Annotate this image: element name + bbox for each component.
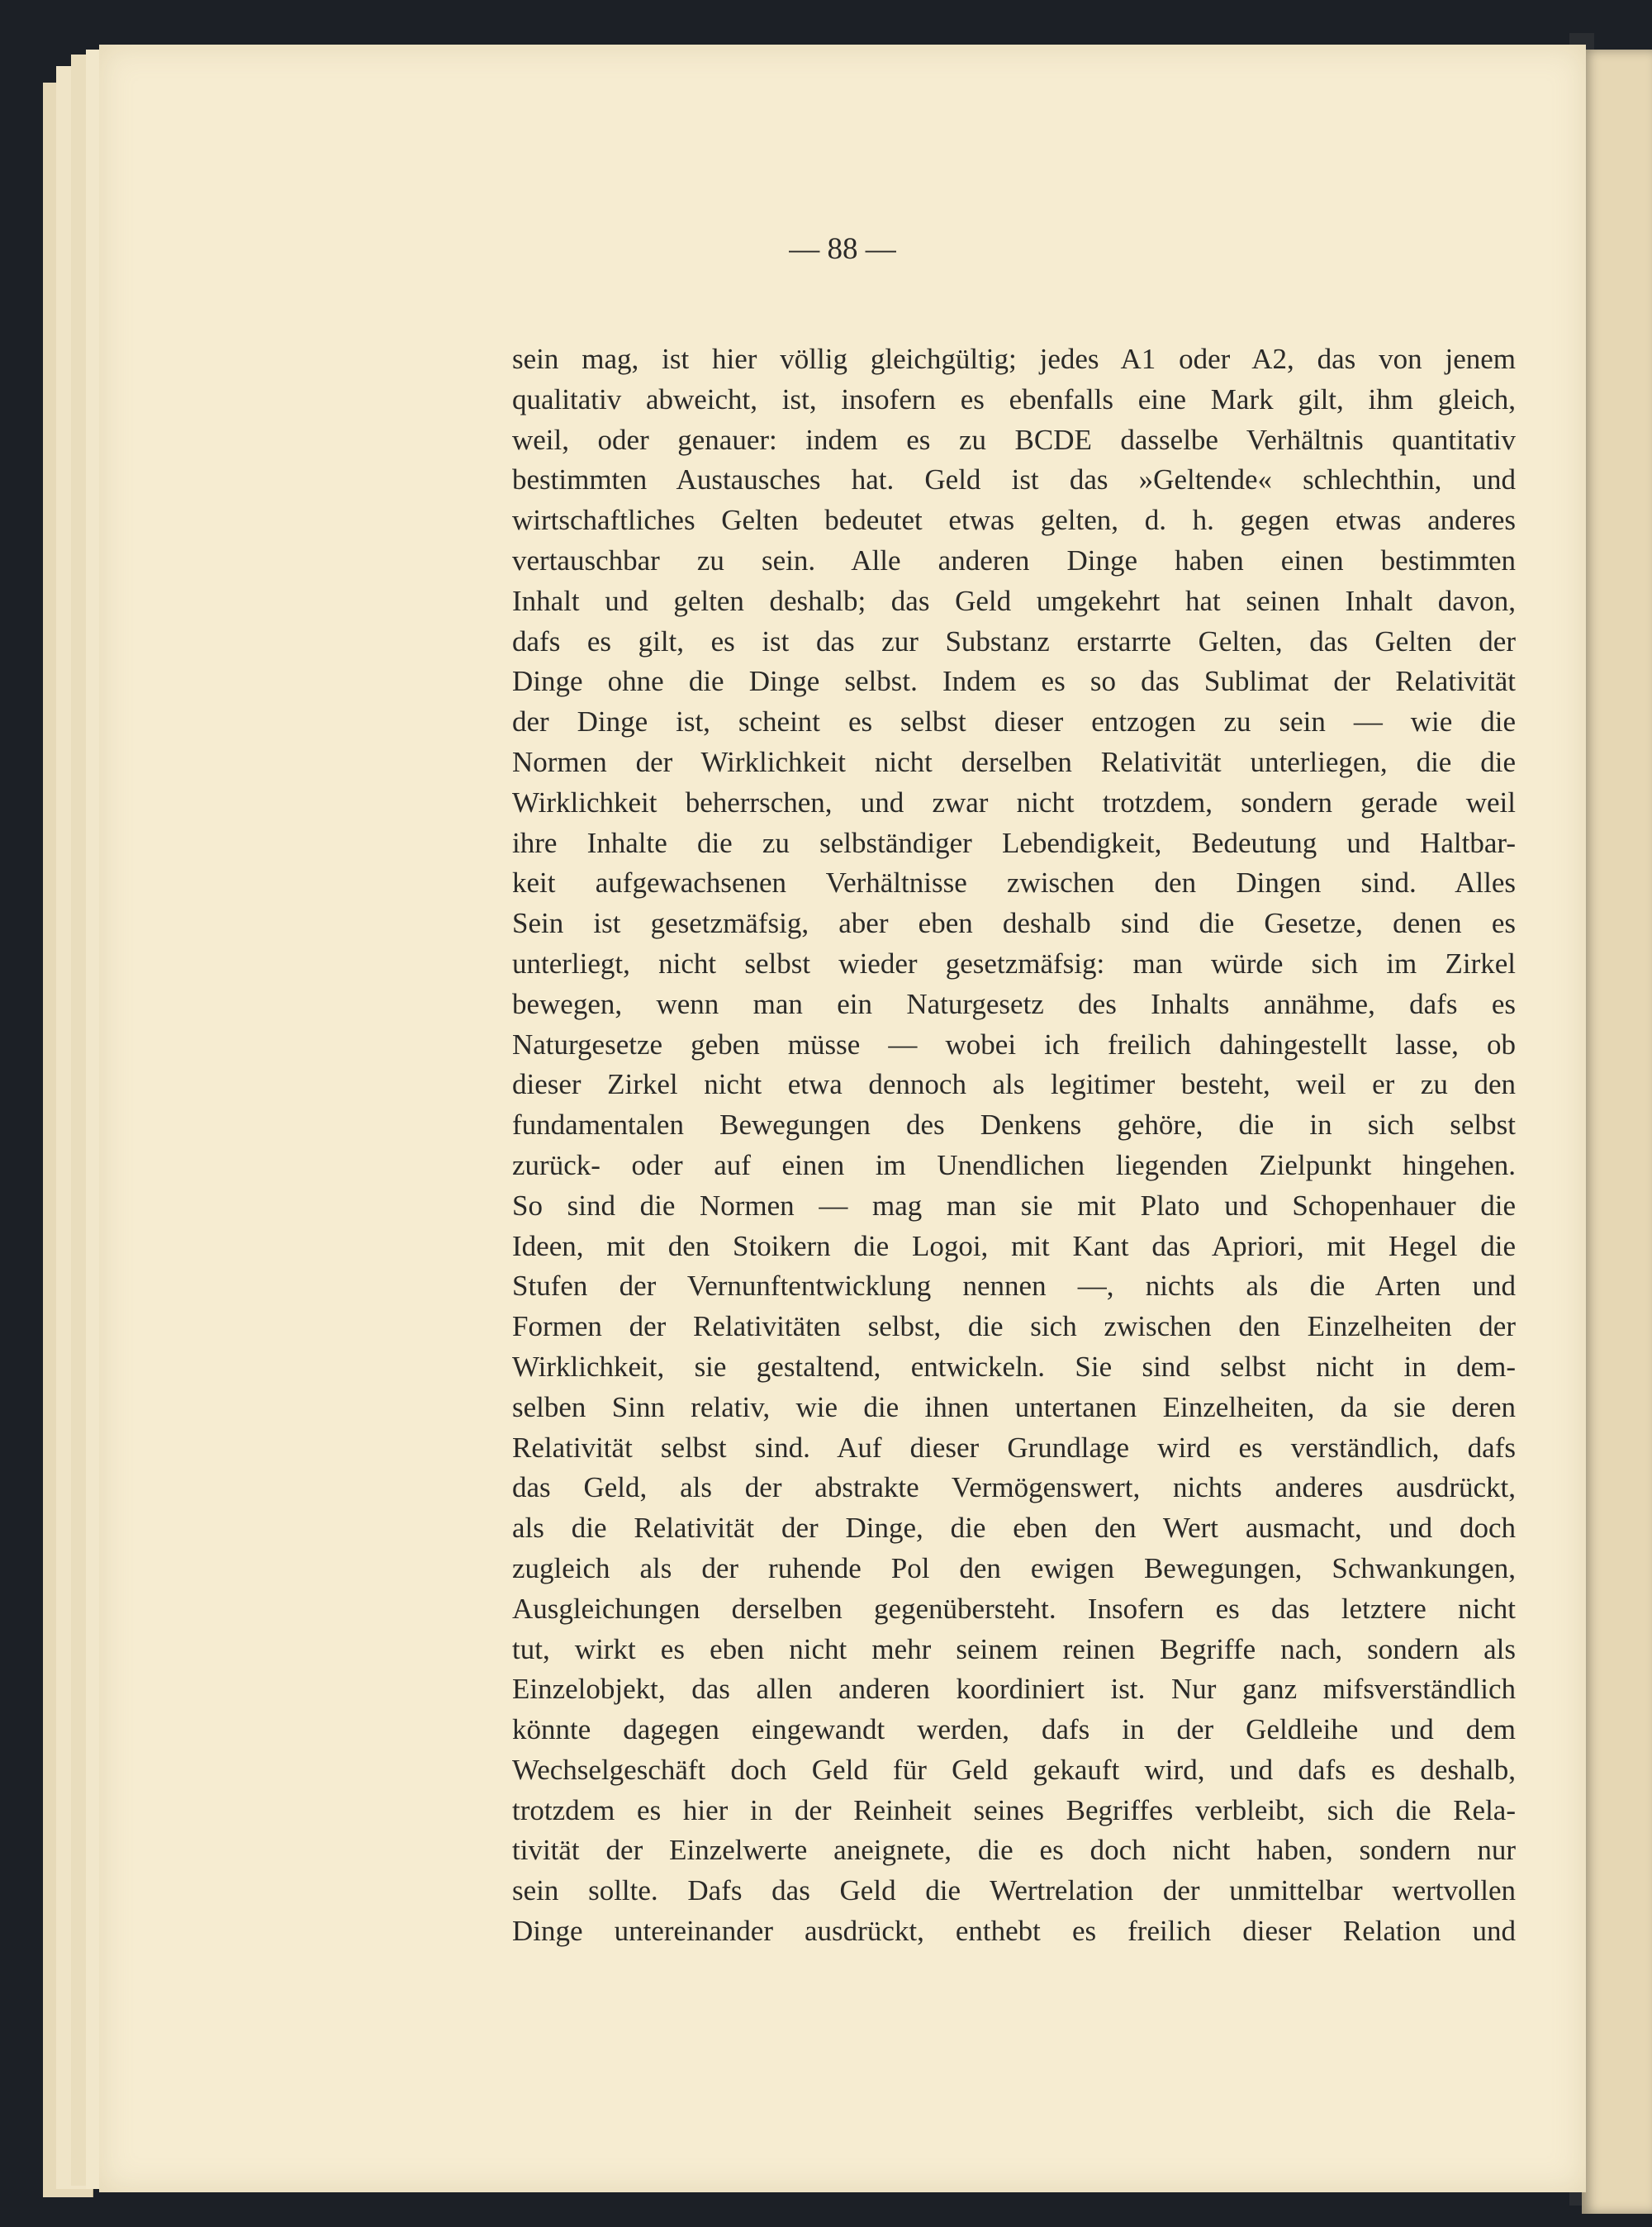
text-line: weil, oder genauer: indem es zu BCDE dasselbe Verhältnis quantitativ: [512, 423, 1516, 456]
text-line: Wechselgeschäft doch Geld für Geld gekauft wird, und dafs es deshalb,: [512, 1753, 1516, 1786]
text-line: sein mag, ist hier völlig gleichgültig; jedes A1 oder A2, das von jenem: [512, 343, 1516, 375]
text-line: dieser Zirkel nicht etwa dennoch als legitimer besteht, weil er zu den: [512, 1068, 1516, 1101]
text-line: Wirklichkeit beherrschen, und zwar nicht trotzdem, sondern gerade weil: [512, 786, 1516, 819]
text-line: Dinge untereinander ausdrückt, enthebt es freilich dieser Relation und: [512, 1915, 1516, 1948]
text-line: Wirklichkeit, sie gestaltend, entwickeln. Sie sind selbst nicht in dem-: [512, 1350, 1516, 1383]
page-sheet: [99, 45, 1586, 2192]
text-line: Formen der Relativitäten selbst, die sich zwischen den Einzelheiten der: [512, 1310, 1516, 1343]
text-line: könnte dagegen eingewandt werden, dafs in der Geldleihe und dem: [512, 1713, 1516, 1746]
text-line: als die Relativität der Dinge, die eben den Wert ausmacht, und doch: [512, 1512, 1516, 1545]
text-line: bestimmten Austausches hat. Geld ist das »Geltende« schlechthin, und: [512, 463, 1516, 496]
text-line: Ideen, mit den Stoikern die Logoi, mit Kant das Apriori, mit Hegel die: [512, 1229, 1516, 1262]
text-line: tut, wirkt es eben nicht mehr seinem reinen Begriffe nach, sondern als: [512, 1632, 1516, 1665]
text-line: sein sollte. Dafs das Geld die Wertrelation der unmittelbar wertvollen: [512, 1874, 1516, 1907]
text-line: Relativität selbst sind. Auf dieser Grundlage wird es verständlich, dafs: [512, 1431, 1516, 1464]
text-line: qualitativ abweicht, ist, insofern es ebenfalls eine Mark gilt, ihm gleich,: [512, 382, 1516, 415]
next-page-edge: [1582, 50, 1652, 2214]
text-line: dafs es gilt, es ist das zur Substanz erstarrte Gelten, das Gelten der: [512, 624, 1516, 658]
page-number: — 88 —: [789, 232, 896, 266]
text-line: Inhalt und gelten deshalb; das Geld umgekehrt hat seinen Inhalt davon,: [512, 584, 1516, 617]
text-line: tivität der Einzelwerte aneignete, die es doch nicht haben, sondern nur: [512, 1834, 1516, 1867]
text-line: der Dinge ist, scheint es selbst dieser entzogen zu sein — wie die: [512, 705, 1516, 738]
text-line: unterliegt, nicht selbst wieder gesetzmäfsig: man würde sich im Zirkel: [512, 947, 1516, 980]
text-line: Stufen der Vernunftentwicklung nennen —, nichts als die Arten und: [512, 1270, 1516, 1303]
text-line: So sind die Normen — mag man sie mit Plato und Schopenhauer die: [512, 1189, 1516, 1222]
text-line: Ausgleichungen derselben gegenübersteht. Insofern es das letztere nicht: [512, 1592, 1516, 1625]
text-line: zurück- oder auf einen im Unendlichen liegenden Zielpunkt hingehen.: [512, 1148, 1516, 1181]
text-line: Sein ist gesetzmäfsig, aber eben deshalb sind die Gesetze, denen es: [512, 907, 1516, 940]
text-line: ihre Inhalte die zu selbständiger Lebendigkeit, Bedeutung und Haltbar-: [512, 826, 1516, 859]
text-line: zugleich als der ruhende Pol den ewigen Bewegungen, Schwankungen,: [512, 1551, 1516, 1584]
text-line: Naturgesetze geben müsse — wobei ich freilich dahingestellt lasse, ob: [512, 1028, 1516, 1061]
text-line: trotzdem es hier in der Reinheit seines Begriffes verbleibt, sich die Rela-: [512, 1793, 1516, 1826]
body-text: [512, 340, 1516, 1952]
text-line: bewegen, wenn man ein Naturgesetz des Inhalts annähme, dafs es: [512, 987, 1516, 1020]
text-line: vertauschbar zu sein. Alle anderen Dinge haben einen bestimmten: [512, 544, 1516, 577]
text-line: keit aufgewachsenen Verhältnisse zwischen den Dingen sind. Alles: [512, 867, 1516, 900]
text-line: fundamentalen Bewegungen des Denkens gehöre, die in sich selbst: [512, 1109, 1516, 1142]
text-line: Dinge ohne die Dinge selbst. Indem es so das Sublimat der Relativität: [512, 665, 1516, 698]
text-line: das Geld, als der abstrakte Vermögenswert, nichts anderes ausdrückt,: [512, 1471, 1516, 1504]
text-line: selben Sinn relativ, wie die ihnen untertanen Einzelheiten, da sie deren: [512, 1390, 1516, 1423]
text-line: Einzelobjekt, das allen anderen koordiniert ist. Nur ganz mifsverständlich: [512, 1673, 1516, 1706]
text-line: wirtschaftliches Gelten bedeutet etwas gelten, d. h. gegen etwas anderes: [512, 504, 1516, 537]
text-line: Normen der Wirklichkeit nicht derselben Relativität unterliegen, die die: [512, 745, 1516, 778]
